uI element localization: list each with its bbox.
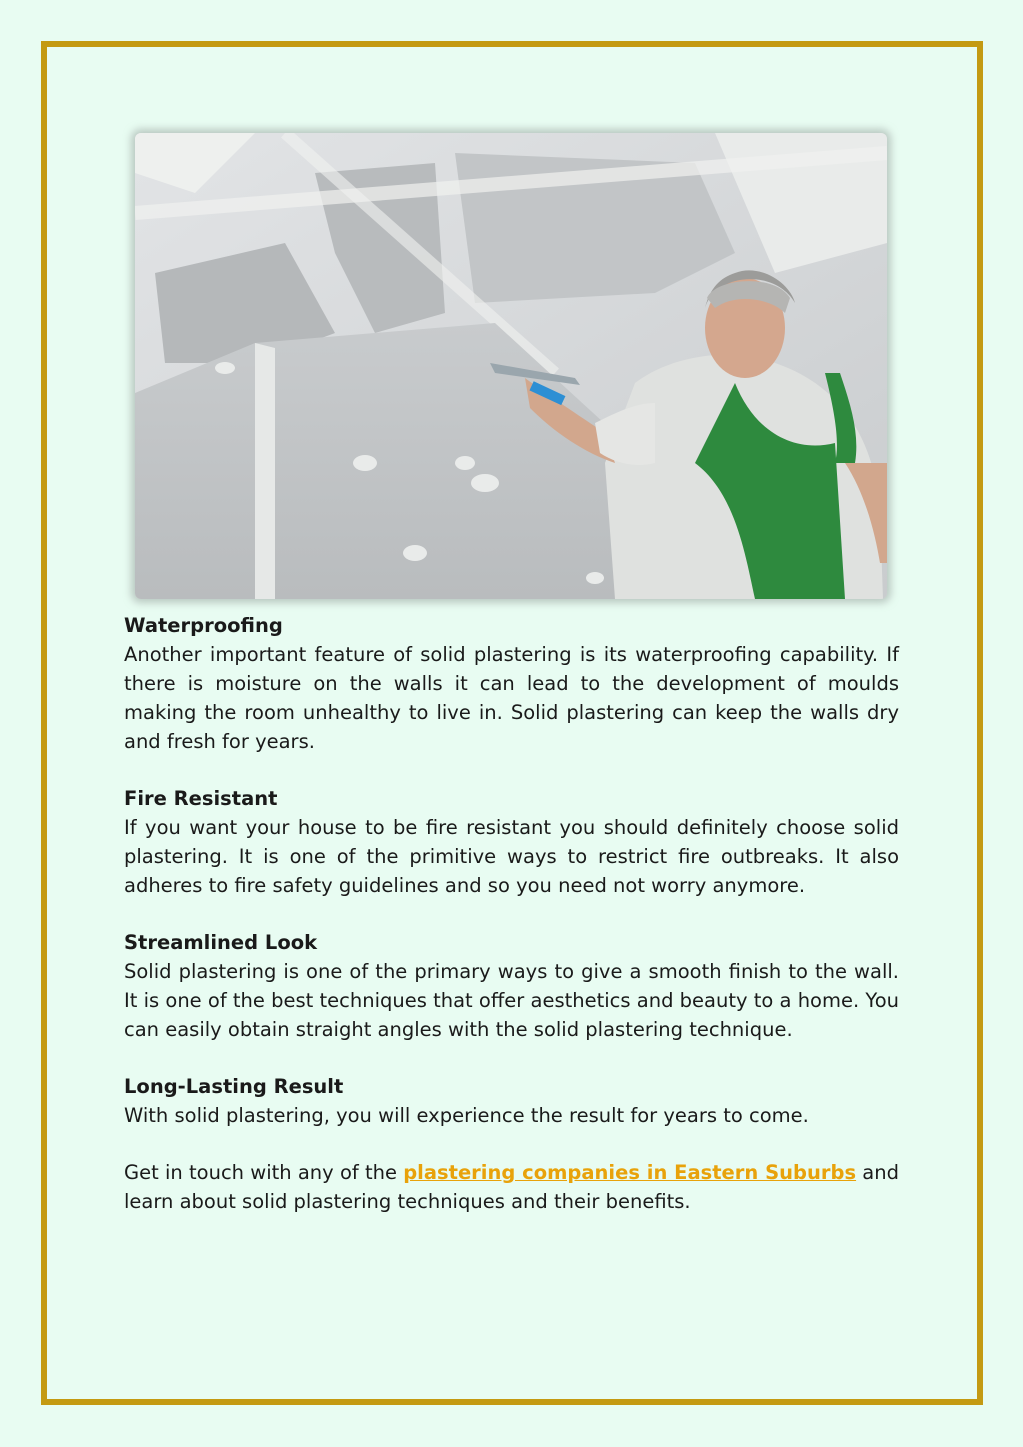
closing-text-before: Get in touch with any of the [124,1161,404,1184]
section-heading: Long-Lasting Result [124,1075,344,1098]
closing-text-after: and learn about solid plastering techniques and their benefits. [124,1161,899,1213]
section-body: Solid plastering is one of the primary ways to give a smooth finish to the wall. It is one of the best techniques that offer aesthetics and beauty to a home. You can easily obtain straight angles with the solid plastering technique. [124,960,899,1041]
plastering-companies-link[interactable]: plastering companies in Eastern Suburbs [403,1161,857,1184]
section-body: If you want your house to be fire resistant you should definitely choose solid plastering. It is one of the primitive ways to restrict fire outbreaks. It also adheres to fire safety guidelines and so you need not worry anymore. [124,816,899,897]
section-body: Another important feature of solid plastering is its waterproofing capability. If there is moisture on the walls it can lead to the development of moulds making the room unhealthy to live in. Solid plastering can keep the walls dry and fresh for years. [124,643,899,753]
section-streamlined-look [124,928,899,1044]
closing-text [124,1158,899,1216]
section-long-lasting-result [124,1072,899,1130]
section-heading: Fire Resistant [124,787,278,810]
section-waterproofing [124,611,899,756]
section-body: With solid plastering, you will experience the result for years to come. [124,1104,809,1127]
plasterer-photo [135,133,887,599]
section-heading: Streamlined Look [124,931,318,954]
section-fire-resistant [124,784,899,900]
section-heading: Waterproofing [124,614,283,637]
article-content [124,611,899,1244]
closing-paragraph [124,1158,899,1216]
